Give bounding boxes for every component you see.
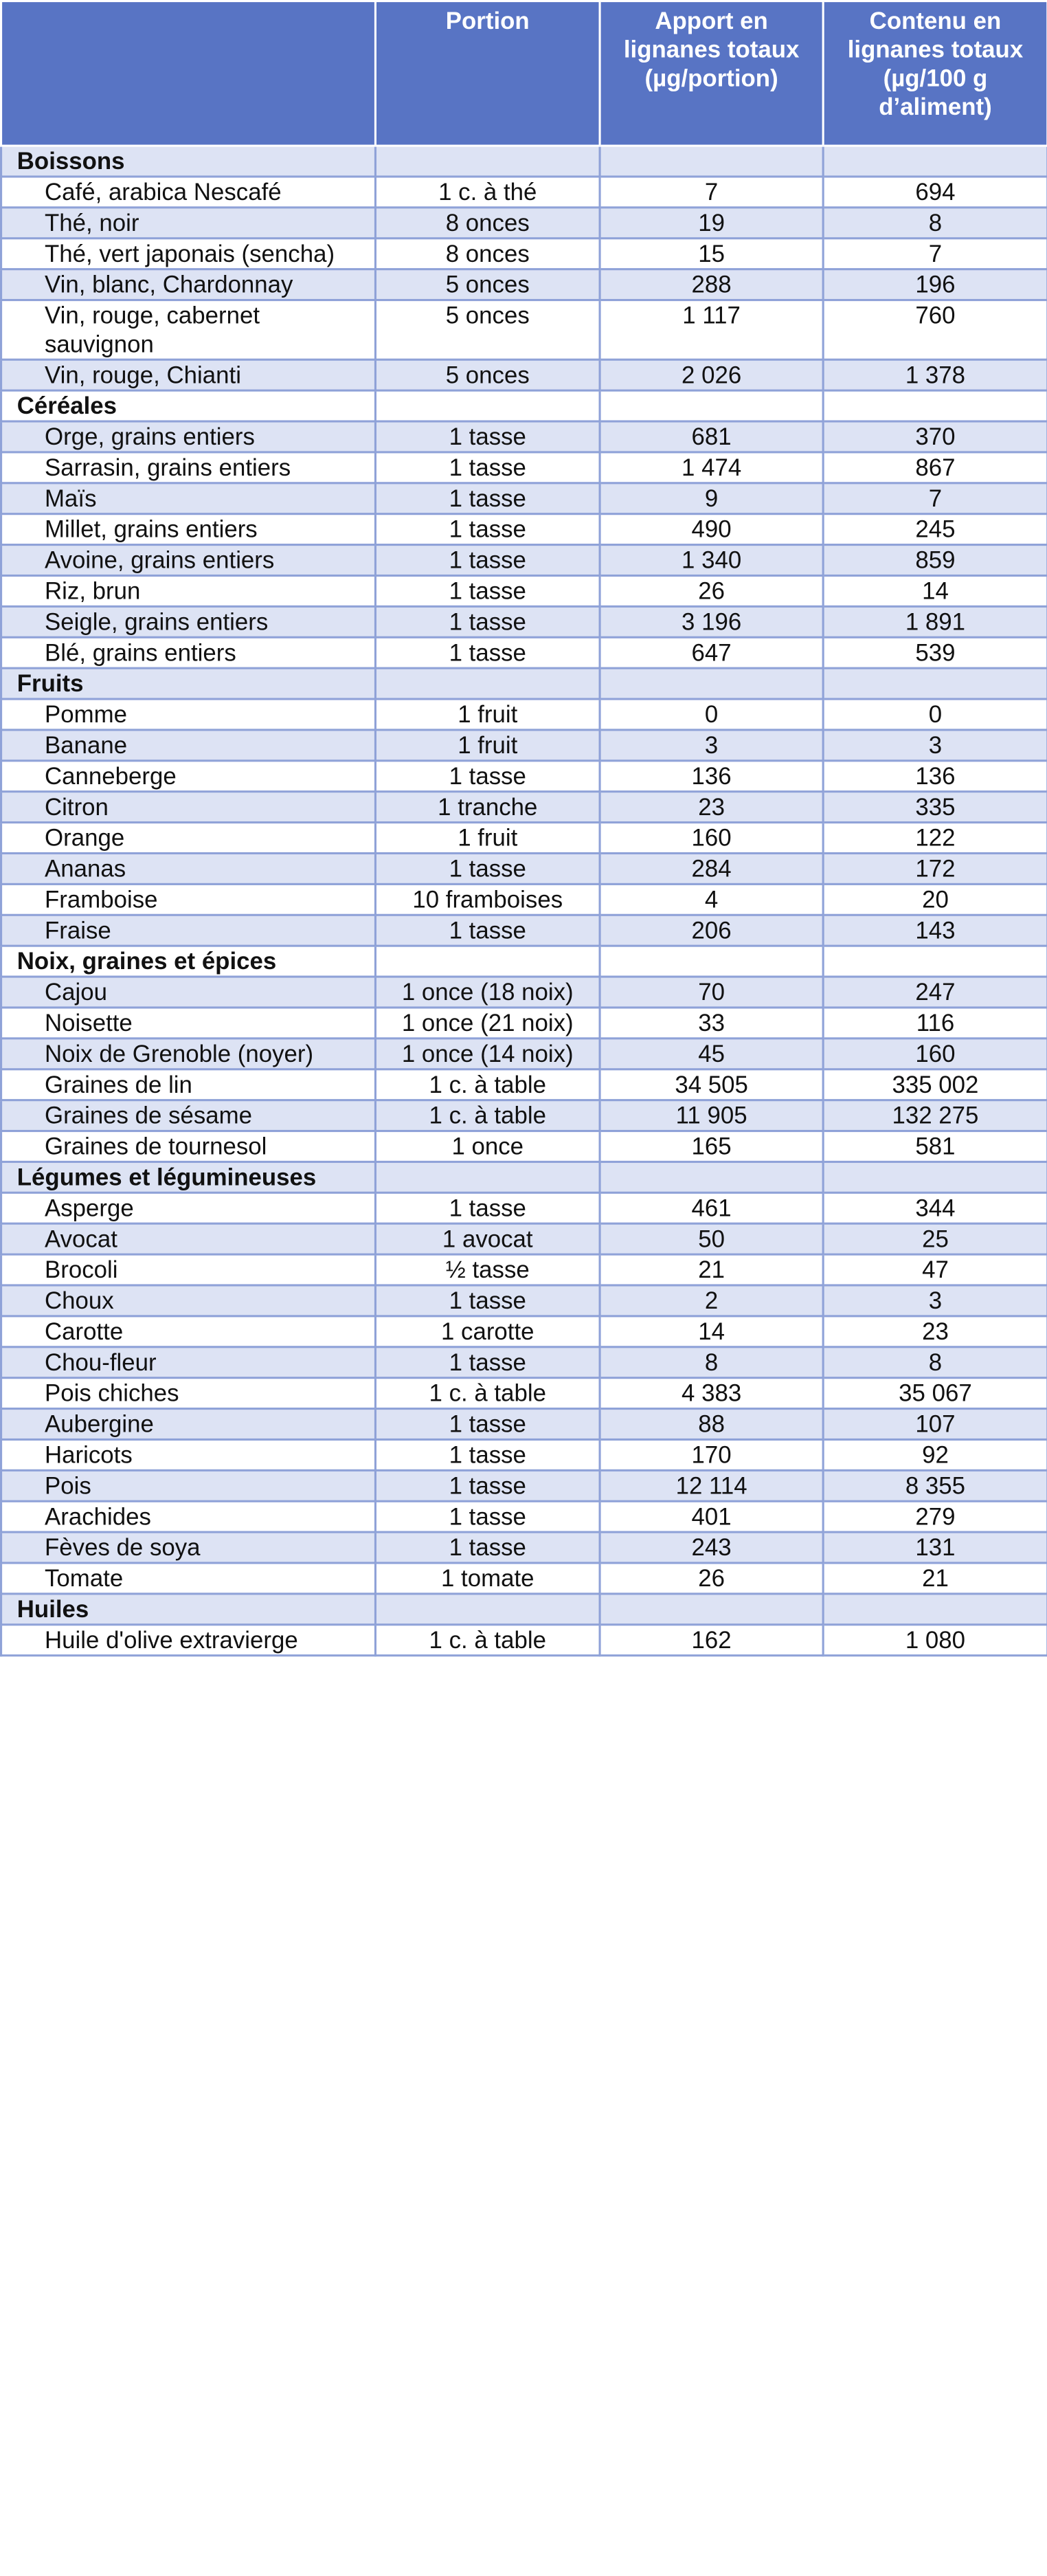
table-row (1, 1192, 1047, 1223)
portion-cell: 1 tasse (375, 1532, 600, 1563)
content-cell: 196 (823, 269, 1047, 300)
portion-cell: 1 tasse (375, 1192, 600, 1223)
table-row (1, 1532, 1047, 1563)
intake-cell: 284 (600, 853, 823, 884)
table-row (1, 1223, 1047, 1254)
intake-cell: 136 (600, 761, 823, 792)
header-food (1, 1, 376, 146)
content-cell: 0 (823, 699, 1047, 730)
table-row (1, 1625, 1047, 1656)
food-name-cell: Vin, rouge, Chianti (1, 359, 376, 390)
intake-cell: 165 (600, 1131, 823, 1162)
content-cell: 1 080 (823, 1625, 1047, 1656)
content-cell: 539 (823, 637, 1047, 668)
food-name-cell: Cajou (1, 977, 376, 1008)
empty-cell (375, 1162, 600, 1192)
table-row (1, 1100, 1047, 1131)
empty-cell (600, 668, 823, 699)
intake-cell: 7 (600, 177, 823, 208)
portion-cell: 1 tasse (375, 575, 600, 606)
portion-cell: 1 tasse (375, 637, 600, 668)
table-row (1, 483, 1047, 514)
food-name-cell: Asperge (1, 1192, 376, 1223)
intake-cell: 461 (600, 1192, 823, 1223)
table-row (1, 977, 1047, 1008)
content-cell: 116 (823, 1008, 1047, 1039)
portion-cell: 1 tasse (375, 545, 600, 576)
portion-cell: 5 onces (375, 359, 600, 390)
food-name-cell: Maïs (1, 483, 376, 514)
portion-cell: 1 tranche (375, 792, 600, 823)
portion-cell: 5 onces (375, 269, 600, 300)
content-cell: 1 378 (823, 359, 1047, 390)
portion-cell: 1 tasse (375, 1439, 600, 1470)
food-name-cell: Riz, brun (1, 575, 376, 606)
category-row (1, 390, 1047, 421)
category-row (1, 946, 1047, 977)
content-cell: 160 (823, 1039, 1047, 1069)
content-cell: 14 (823, 575, 1047, 606)
portion-cell: 1 c. à table (375, 1069, 600, 1100)
portion-cell: 5 onces (375, 300, 600, 360)
category-row (1, 668, 1047, 699)
portion-cell: 1 tasse (375, 1470, 600, 1501)
content-cell: 247 (823, 977, 1047, 1008)
food-name-cell: Blé, grains entiers (1, 637, 376, 668)
table-row (1, 545, 1047, 576)
intake-cell: 45 (600, 1039, 823, 1069)
header-intake: Apport en lignanes totaux (µg/portion) (600, 1, 823, 146)
table-row (1, 238, 1047, 269)
food-name-cell: Framboise (1, 884, 376, 915)
food-name-cell: Ananas (1, 853, 376, 884)
food-name-cell: Graines de tournesol (1, 1131, 376, 1162)
table-row (1, 300, 1047, 360)
intake-cell: 12 114 (600, 1470, 823, 1501)
portion-cell: 1 fruit (375, 699, 600, 730)
portion-cell: 1 c. à table (375, 1378, 600, 1409)
content-cell: 136 (823, 761, 1047, 792)
empty-cell (600, 1594, 823, 1625)
content-cell: 8 (823, 1347, 1047, 1378)
food-name-cell: Huile d'olive extravierge (1, 1625, 376, 1656)
intake-cell: 162 (600, 1625, 823, 1656)
content-cell: 47 (823, 1254, 1047, 1285)
content-cell: 7 (823, 483, 1047, 514)
portion-cell: 8 onces (375, 238, 600, 269)
portion-cell: 1 fruit (375, 823, 600, 854)
food-name-cell: Graines de sésame (1, 1100, 376, 1131)
intake-cell: 0 (600, 699, 823, 730)
portion-cell: 1 once (21 noix) (375, 1008, 600, 1039)
intake-cell: 681 (600, 421, 823, 452)
content-cell: 21 (823, 1563, 1047, 1594)
header-portion: Portion (375, 1, 600, 146)
food-name-cell: Fraise (1, 915, 376, 946)
empty-cell (375, 390, 600, 421)
intake-cell: 88 (600, 1409, 823, 1440)
food-name-cell: Pois (1, 1470, 376, 1501)
food-name-cell: Arachides (1, 1501, 376, 1532)
food-name-cell: Thé, noir (1, 208, 376, 238)
food-name-cell: Tomate (1, 1563, 376, 1594)
intake-cell: 3 196 (600, 606, 823, 637)
table-row (1, 1316, 1047, 1347)
table-row (1, 853, 1047, 884)
table-row (1, 177, 1047, 208)
table-row (1, 1470, 1047, 1501)
portion-cell: 1 tasse (375, 514, 600, 545)
header-content: Contenu en lignanes totaux (µg/100 g d’aliment) (823, 1, 1047, 146)
portion-cell: 1 tasse (375, 483, 600, 514)
intake-cell: 288 (600, 269, 823, 300)
table-row (1, 1039, 1047, 1069)
content-cell: 7 (823, 238, 1047, 269)
intake-cell: 21 (600, 1254, 823, 1285)
food-name-cell: Canneberge (1, 761, 376, 792)
portion-cell: 1 once (18 noix) (375, 977, 600, 1008)
food-name-cell: Vin, blanc, Chardonnay (1, 269, 376, 300)
intake-cell: 11 905 (600, 1100, 823, 1131)
portion-cell: 8 onces (375, 208, 600, 238)
table-body (1, 146, 1047, 1656)
food-name-cell: Haricots (1, 1439, 376, 1470)
table-row (1, 575, 1047, 606)
food-name-cell: Avocat (1, 1223, 376, 1254)
intake-cell: 243 (600, 1532, 823, 1563)
intake-cell: 1 474 (600, 452, 823, 483)
food-name-cell: Fèves de soya (1, 1532, 376, 1563)
empty-cell (600, 1162, 823, 1192)
header-row (1, 1, 1047, 146)
intake-cell: 50 (600, 1223, 823, 1254)
table-row (1, 1439, 1047, 1470)
intake-cell: 401 (600, 1501, 823, 1532)
food-name-cell: Chou-fleur (1, 1347, 376, 1378)
portion-cell: 1 c. à thé (375, 177, 600, 208)
food-name-cell: Orge, grains entiers (1, 421, 376, 452)
table-row (1, 1347, 1047, 1378)
table-row (1, 637, 1047, 668)
portion-cell: 1 tasse (375, 915, 600, 946)
food-name-cell: Banane (1, 730, 376, 761)
content-cell: 92 (823, 1439, 1047, 1470)
empty-cell (823, 1162, 1047, 1192)
food-name-cell: Pois chiches (1, 1378, 376, 1409)
category-label: Huiles (1, 1594, 376, 1625)
empty-cell (375, 1594, 600, 1625)
content-cell: 8 355 (823, 1470, 1047, 1501)
intake-cell: 8 (600, 1347, 823, 1378)
content-cell: 859 (823, 545, 1047, 576)
table-row (1, 1563, 1047, 1594)
intake-cell: 490 (600, 514, 823, 545)
empty-cell (600, 146, 823, 177)
intake-cell: 1 340 (600, 545, 823, 576)
food-name-cell: Café, arabica Nescafé (1, 177, 376, 208)
empty-cell (375, 146, 600, 177)
category-row (1, 1594, 1047, 1625)
table-row (1, 915, 1047, 946)
content-cell: 35 067 (823, 1378, 1047, 1409)
portion-cell: 1 tasse (375, 1501, 600, 1532)
portion-cell: 1 tomate (375, 1563, 600, 1594)
portion-cell: 1 tasse (375, 1285, 600, 1316)
content-cell: 694 (823, 177, 1047, 208)
intake-cell: 23 (600, 792, 823, 823)
table-row (1, 1285, 1047, 1316)
content-cell: 3 (823, 1285, 1047, 1316)
table-row (1, 514, 1047, 545)
content-cell: 8 (823, 208, 1047, 238)
table-row (1, 1069, 1047, 1100)
intake-cell: 206 (600, 915, 823, 946)
table-row (1, 421, 1047, 452)
intake-cell: 14 (600, 1316, 823, 1347)
portion-cell: 1 tasse (375, 421, 600, 452)
portion-cell: 1 tasse (375, 1409, 600, 1440)
content-cell: 1 891 (823, 606, 1047, 637)
table-row (1, 792, 1047, 823)
food-name-cell: Avoine, grains entiers (1, 545, 376, 576)
food-name-cell: Choux (1, 1285, 376, 1316)
category-row (1, 146, 1047, 177)
portion-cell: 10 framboises (375, 884, 600, 915)
table-row (1, 1409, 1047, 1440)
content-cell: 122 (823, 823, 1047, 854)
empty-cell (823, 946, 1047, 977)
content-cell: 760 (823, 300, 1047, 360)
food-name-cell: Pomme (1, 699, 376, 730)
portion-cell: 1 tasse (375, 452, 600, 483)
empty-cell (600, 390, 823, 421)
intake-cell: 4 (600, 884, 823, 915)
content-cell: 132 275 (823, 1100, 1047, 1131)
food-name-cell: Vin, rouge, cabernet sauvignon (1, 300, 376, 360)
food-name-cell: Brocoli (1, 1254, 376, 1285)
content-cell: 23 (823, 1316, 1047, 1347)
content-cell: 3 (823, 730, 1047, 761)
portion-cell: 1 c. à table (375, 1625, 600, 1656)
food-name-cell: Noisette (1, 1008, 376, 1039)
intake-cell: 26 (600, 575, 823, 606)
content-cell: 131 (823, 1532, 1047, 1563)
empty-cell (375, 668, 600, 699)
intake-cell: 34 505 (600, 1069, 823, 1100)
content-cell: 370 (823, 421, 1047, 452)
category-label: Légumes et légumineuses (1, 1162, 376, 1192)
table-row (1, 699, 1047, 730)
intake-cell: 2 (600, 1285, 823, 1316)
content-cell: 335 002 (823, 1069, 1047, 1100)
table-row (1, 1008, 1047, 1039)
intake-cell: 15 (600, 238, 823, 269)
portion-cell: 1 tasse (375, 606, 600, 637)
content-cell: 20 (823, 884, 1047, 915)
category-row (1, 1162, 1047, 1192)
table-row (1, 359, 1047, 390)
empty-cell (823, 1594, 1047, 1625)
empty-cell (823, 390, 1047, 421)
table-row (1, 884, 1047, 915)
food-name-cell: Aubergine (1, 1409, 376, 1440)
empty-cell (823, 668, 1047, 699)
food-name-cell: Sarrasin, grains entiers (1, 452, 376, 483)
empty-cell (600, 946, 823, 977)
portion-cell: 1 avocat (375, 1223, 600, 1254)
empty-cell (375, 946, 600, 977)
portion-cell: 1 once (375, 1131, 600, 1162)
empty-cell (823, 146, 1047, 177)
intake-cell: 1 117 (600, 300, 823, 360)
content-cell: 143 (823, 915, 1047, 946)
table-row (1, 208, 1047, 238)
intake-cell: 70 (600, 977, 823, 1008)
table-row (1, 269, 1047, 300)
table-row (1, 1378, 1047, 1409)
table-row (1, 730, 1047, 761)
table-row (1, 1131, 1047, 1162)
category-label: Boissons (1, 146, 376, 177)
table-row (1, 1254, 1047, 1285)
content-cell: 867 (823, 452, 1047, 483)
intake-cell: 3 (600, 730, 823, 761)
food-name-cell: Noix de Grenoble (noyer) (1, 1039, 376, 1069)
table-row (1, 606, 1047, 637)
intake-cell: 4 383 (600, 1378, 823, 1409)
intake-cell: 160 (600, 823, 823, 854)
food-name-cell: Carotte (1, 1316, 376, 1347)
table-row (1, 761, 1047, 792)
portion-cell: 1 fruit (375, 730, 600, 761)
category-label: Noix, graines et épices (1, 946, 376, 977)
intake-cell: 33 (600, 1008, 823, 1039)
intake-cell: 19 (600, 208, 823, 238)
food-name-cell: Thé, vert japonais (sencha) (1, 238, 376, 269)
portion-cell: 1 tasse (375, 1347, 600, 1378)
content-cell: 25 (823, 1223, 1047, 1254)
food-name-cell: Graines de lin (1, 1069, 376, 1100)
food-name-cell: Citron (1, 792, 376, 823)
category-label: Céréales (1, 390, 376, 421)
food-name-cell: Millet, grains entiers (1, 514, 376, 545)
content-cell: 107 (823, 1409, 1047, 1440)
content-cell: 245 (823, 514, 1047, 545)
intake-cell: 647 (600, 637, 823, 668)
content-cell: 172 (823, 853, 1047, 884)
category-label: Fruits (1, 668, 376, 699)
content-cell: 279 (823, 1501, 1047, 1532)
portion-cell: 1 tasse (375, 853, 600, 884)
portion-cell: 1 carotte (375, 1316, 600, 1347)
portion-cell: ½ tasse (375, 1254, 600, 1285)
food-name-cell: Seigle, grains entiers (1, 606, 376, 637)
intake-cell: 2 026 (600, 359, 823, 390)
intake-cell: 9 (600, 483, 823, 514)
content-cell: 344 (823, 1192, 1047, 1223)
portion-cell: 1 c. à table (375, 1100, 600, 1131)
content-cell: 335 (823, 792, 1047, 823)
portion-cell: 1 tasse (375, 761, 600, 792)
table-row (1, 452, 1047, 483)
food-name-cell: Orange (1, 823, 376, 854)
content-cell: 581 (823, 1131, 1047, 1162)
intake-cell: 26 (600, 1563, 823, 1594)
table-row (1, 1501, 1047, 1532)
table-row (1, 823, 1047, 854)
intake-cell: 170 (600, 1439, 823, 1470)
portion-cell: 1 once (14 noix) (375, 1039, 600, 1069)
